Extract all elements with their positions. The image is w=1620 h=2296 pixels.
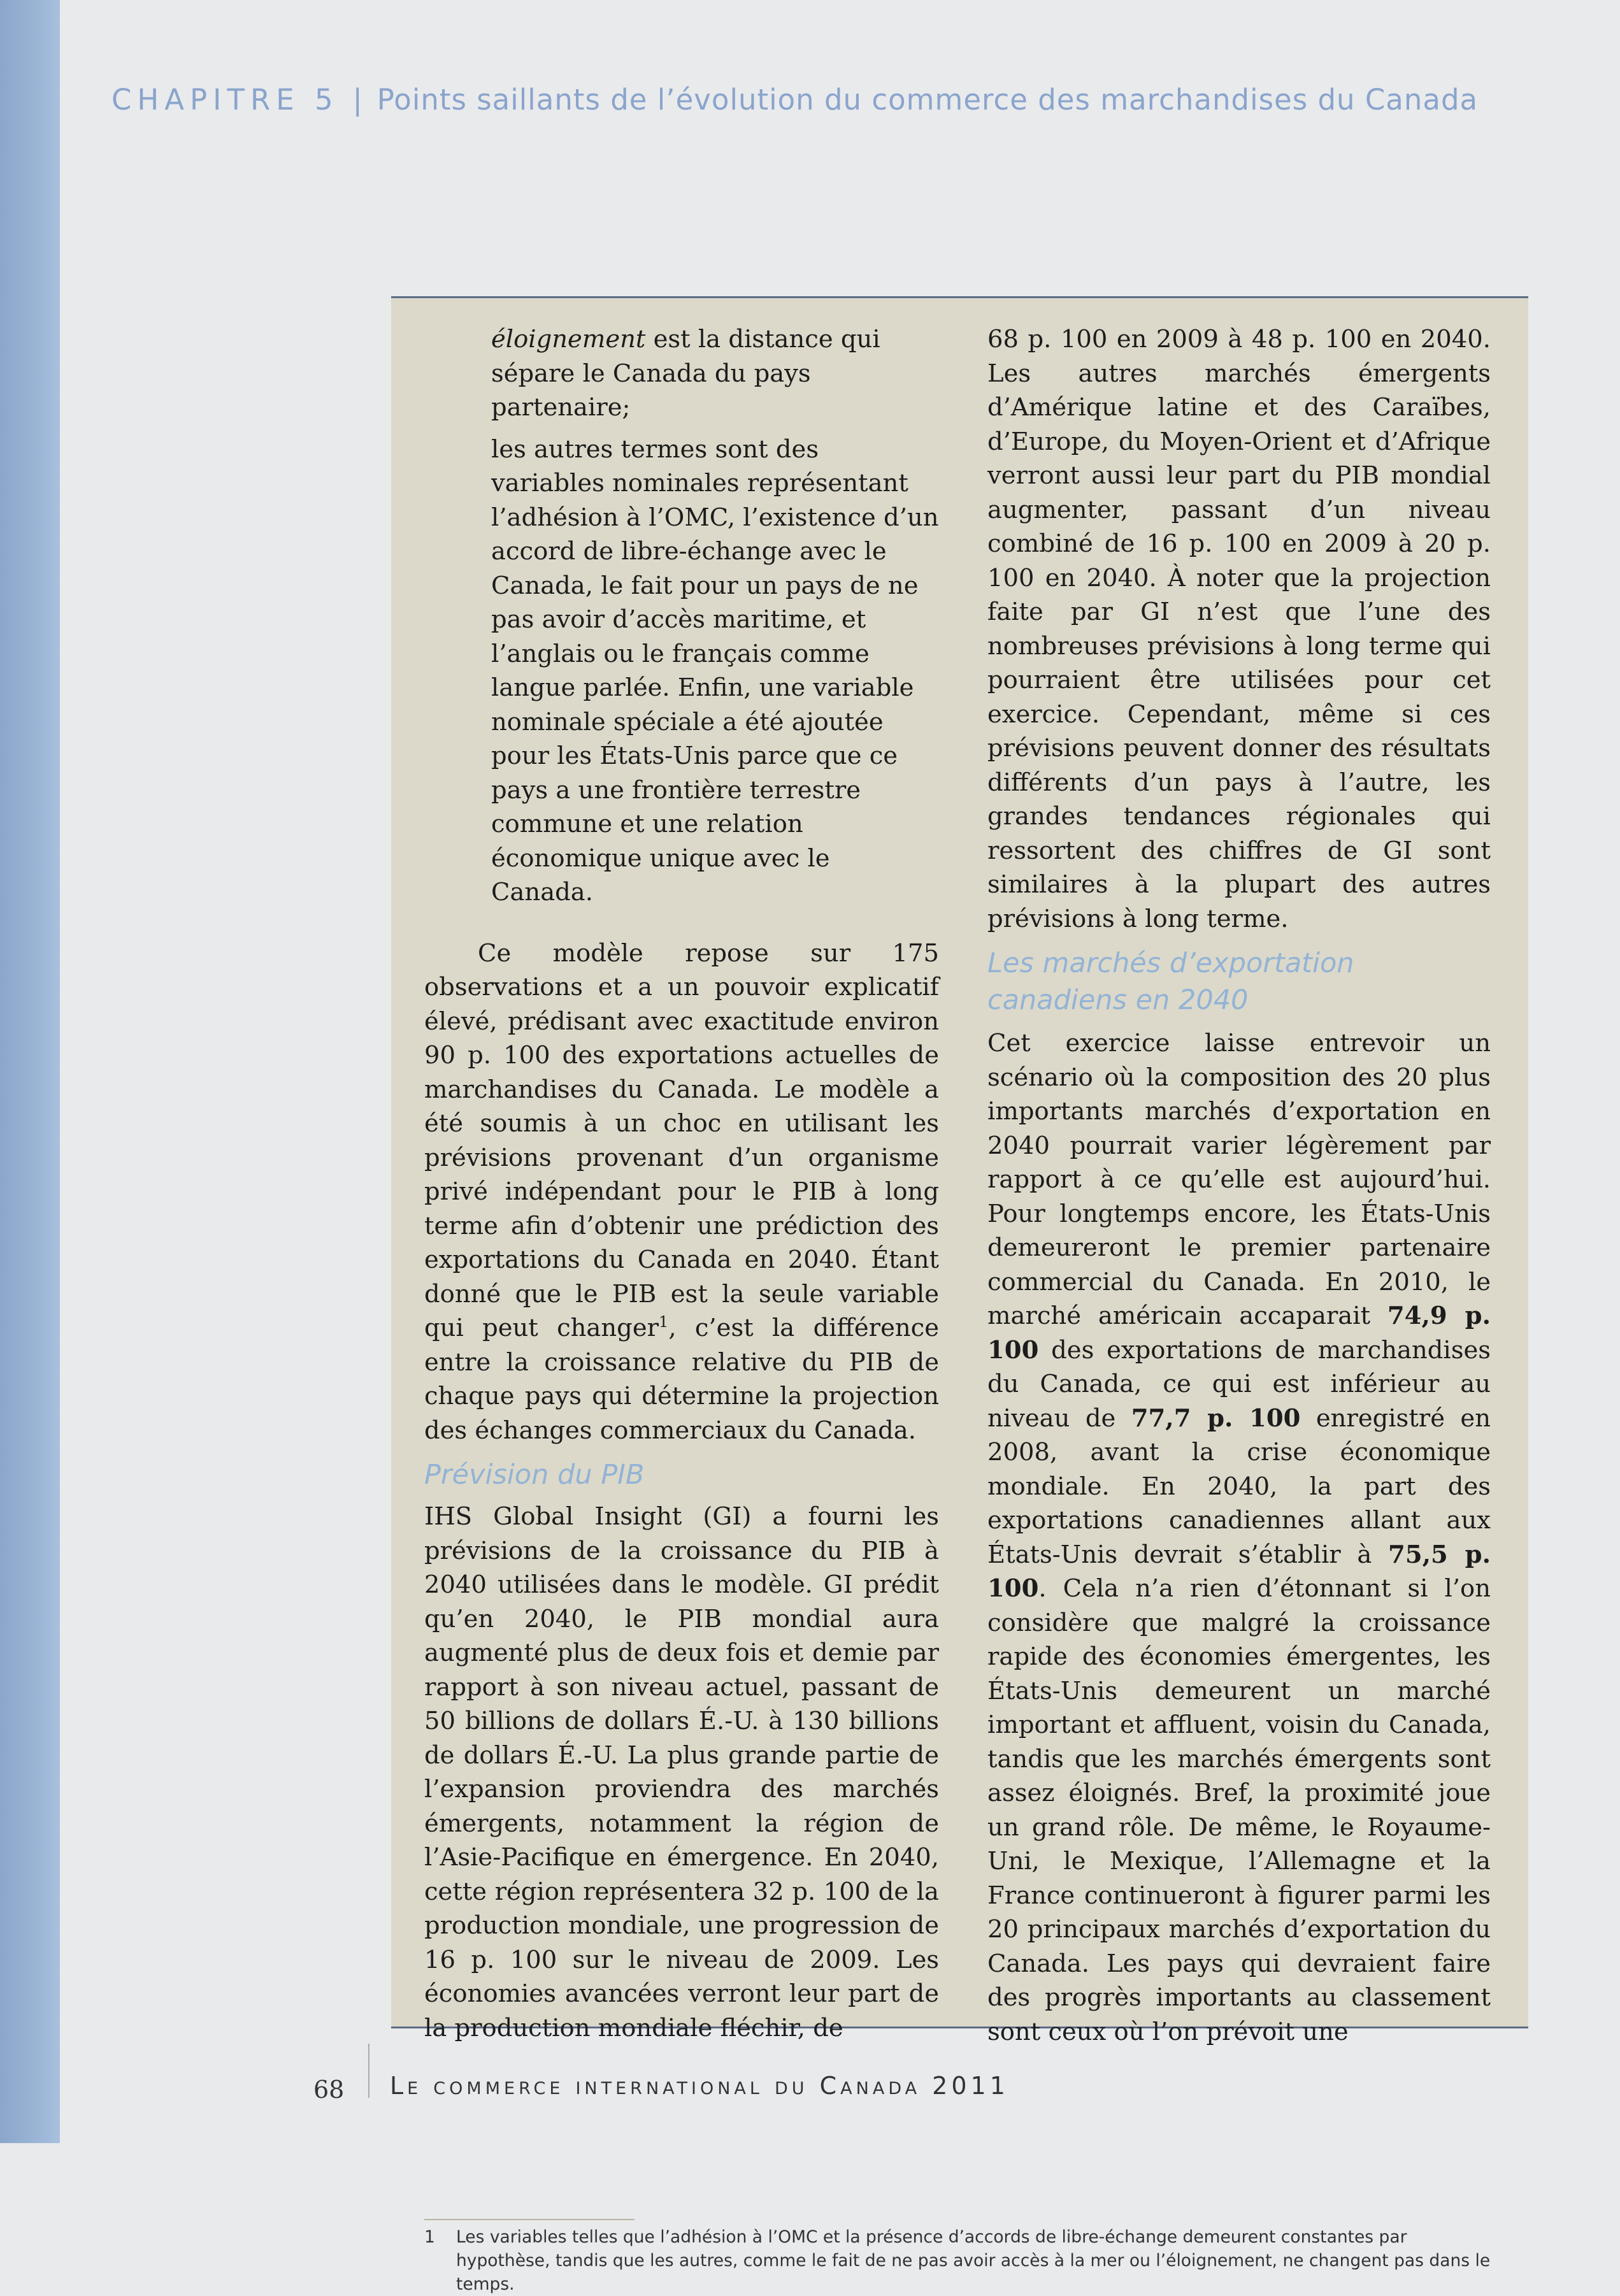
definition-other-terms: les autres termes sont des variables nominales représentant l’adhésion à l’OMC, l’existence d’un accord de libre-échange avec le Canada, le fait pour un pays de ne pas avoir d’accès maritime, et l’anglais ou le français comme langue parlée. Enfin, une variable nominale spéciale a été ajoutée pour les États-Unis parce que ce pays a une frontière terrestre commune et une relation économique unique avec le Canada.	[491, 434, 939, 907]
right-column	[987, 322, 1491, 2049]
share-2010: 74,9 p. 100	[987, 1302, 1491, 1365]
footer-divider	[368, 2044, 369, 2098]
model-paragraph: Ce modèle repose sur 175 observations et a un pouvoir explicatif élevé, prédisant avec exactitude environ 90 p. 100 des exportations actuelles de marchandises du Canada. Le modèle a été soumis à un choc en utilisant les prévisions provenant d’un organisme privé indépendant pour le PIB à long terme afin d’obtenir une prédiction des exportations du Canada en 2040. Étant donné que le PIB est la seule variable qui peut changer$^1$, c’est la différence entre la croissance relative du PIB de chaque pays qui détermine la projection des échanges commerciaux du Canada.	[424, 938, 939, 1445]
footnote-ref: 1	[659, 1313, 669, 1331]
chapter-label: CHAPITRE 5	[111, 83, 339, 117]
footnote-text: Les variables telles que l’adhésion à l’OMC et la présence d’accords de libre-échange demeurent constantes par hypothèse, tandis que les autres, comme le fait de ne pas avoir accès à la mer ou l’éloignement, ne changent pas dans le temps.	[456, 2227, 1491, 2294]
definition-text: est la distance qui sépare le Canada du pays partenaire;	[491, 325, 880, 422]
share-2040: 75,5 p. 100	[987, 1540, 1491, 1603]
page-number: 68	[313, 2076, 345, 2104]
heading-pib-forecast: Prévision du PIB	[424, 1459, 645, 1491]
left-column	[424, 322, 939, 2045]
export-markets-paragraph: Cet exercice laisse entrevoir un scénario où la composition des 20 plus importants marchés d’exportation en 2040 pourrait varier légèrement par rapport à ce qu’elle est aujourd’hui. Pour longtemps encore, les États-Unis demeureront le premier partenaire commercial du Canada. En 2010, le marché américain accaparait 74,9 p. 100 des exportations de marchandises du Canada, ce qui est inférieur au niveau de 77,7 p. 100 enregistré en 2008, avant la crise économique mondiale. En 2040, la part des exportations canadiennes allant aux États-Unis devrait s’établir à 75,5 p. 100. Cela n’a rien d’étonnant si l’on considère que malgré la croissance rapide des économies émergentes, les États-Unis demeurent un marché important et affluent, voisin du Canada, tandis que les marchés émergents sont assez éloignés. Bref, la proximité joue un grand rôle. De même, le Royaume-Uni, le Mexique, l’Allemagne et la France continueront à figurer parmi les 20 principaux marchés d’exportation du Canada. Les pays qui devraient faire des progrès importants au classement sont ceux où l’on prévoit une	[987, 1029, 1491, 2046]
share-2008: 77,7 p. 100	[1131, 1403, 1301, 1433]
header-separator: |	[352, 83, 363, 117]
running-title: Le commerce international du Canada 2011	[390, 2072, 1009, 2100]
continuation-paragraph: 68 p. 100 en 2009 à 48 p. 100 en 2040. Les autres marchés émergents d’Amérique latine et des Caraïbes, d’Europe, du Moyen-Orient et d’Afrique verront aussi leur part du PIB mondial augmenter, passant d’un niveau combiné de 16 p. 100 en 2009 à 20 p. 100 en 2040. À noter que la projection faite par GI n’est que l’une des nombreuses prévisions à long terme qui pourraient être utilisées pour cet exercice. Cependant, même si ces prévisions peuvent donner des résultats différents d’un pays à l’autre, les grandes tendances régionales qui ressortent des chiffres de GI sont similaires à la plupart des autres prévisions à long terme.	[987, 325, 1491, 933]
footnote-divider	[424, 2219, 634, 2220]
binding-edge	[0, 0, 60, 2143]
footnote	[424, 2225, 1495, 2296]
chapter-title: Points saillants de l’évolution du commerce des marchandises du Canada	[376, 83, 1479, 117]
heading-export-markets-2040: Les marchés d’exportation canadiens en 2040	[987, 947, 1354, 1016]
definition-term: éloignement	[491, 325, 646, 354]
chapter-header	[111, 83, 1478, 117]
footnote-number: 1	[424, 2227, 435, 2247]
definition-eloignement	[424, 322, 939, 425]
gi-paragraph: IHS Global Insight (GI) a fourni les prévisions de la croissance du PIB à 2040 utilisées dans le modèle. GI prédit qu’en 2040, le PIB mondial aura augmenté plus de deux fois et demie par rapport à son niveau actuel, passant de 50 billions de dollars É.-U. à 130 billions de dollars É.-U. La plus grande partie de l’expansion proviendra des marchés émergents, notamment la région de l’Asie-Pacifique en émergence. En 2040, cette région représentera 32 p. 100 de la production mondiale, une progression de 16 p. 100 sur le niveau de 2009. Les économies avancées verront leur part de la production mondiale fléchir, de	[424, 1502, 939, 2042]
